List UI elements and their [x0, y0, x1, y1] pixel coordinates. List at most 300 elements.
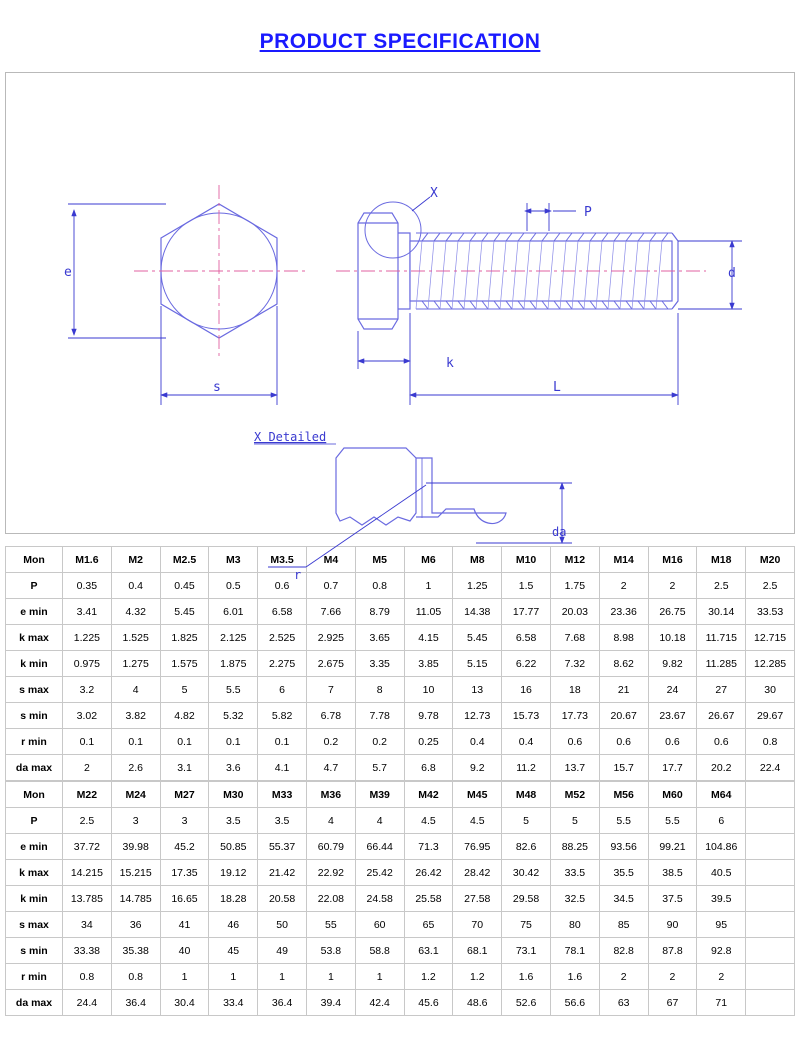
cell: 75: [502, 912, 551, 938]
cell: 37.72: [63, 834, 112, 860]
cell: 5.5: [599, 808, 648, 834]
cell: 55: [306, 912, 355, 938]
cell: 0.1: [160, 729, 209, 755]
cell: 34.5: [599, 886, 648, 912]
cell: 40.5: [697, 860, 746, 886]
cell: 71.3: [404, 834, 453, 860]
row-label: s max: [6, 912, 63, 938]
cell: 78.1: [550, 938, 599, 964]
cell: 45: [209, 938, 258, 964]
cell: 5: [550, 808, 599, 834]
cell: 85: [599, 912, 648, 938]
cell: 11.05: [404, 599, 453, 625]
cell: 1.2: [453, 964, 502, 990]
col-header-m1-6: M1.6: [63, 547, 112, 573]
cell: 10: [404, 677, 453, 703]
cell: 39.5: [697, 886, 746, 912]
dimension-e: [68, 204, 166, 338]
cell: 11.2: [502, 755, 551, 781]
cell: 63.1: [404, 938, 453, 964]
cell: 40: [160, 938, 209, 964]
cell: 23.67: [648, 703, 697, 729]
table-row: [6, 625, 795, 651]
table-row: [6, 808, 795, 834]
cell: 2: [648, 964, 697, 990]
cell: 0.1: [258, 729, 307, 755]
cell: 0.6: [697, 729, 746, 755]
cell: 3.82: [111, 703, 160, 729]
table-row: [6, 938, 795, 964]
cell: 4: [111, 677, 160, 703]
col-header-m5: M5: [355, 547, 404, 573]
x-leader-line: [412, 197, 430, 211]
cell: 5.15: [453, 651, 502, 677]
cell: 22.92: [306, 860, 355, 886]
cell: 2.5: [697, 573, 746, 599]
cell: 1.5: [502, 573, 551, 599]
col-header-m12: M12: [550, 547, 599, 573]
cell: 20.03: [550, 599, 599, 625]
col-header-m16: M16: [648, 547, 697, 573]
cell: 30.14: [697, 599, 746, 625]
cell: 38.5: [648, 860, 697, 886]
cell: 4.5: [453, 808, 502, 834]
table-row: [6, 599, 795, 625]
cell: 27: [697, 677, 746, 703]
cell: 33.53: [746, 599, 795, 625]
cell: 30: [746, 677, 795, 703]
cell: 0.1: [111, 729, 160, 755]
cell: 93.56: [599, 834, 648, 860]
cell: 24: [648, 677, 697, 703]
cell: 3.6: [209, 755, 258, 781]
cell: 25.42: [355, 860, 404, 886]
cell: 0.2: [355, 729, 404, 755]
cell: 58.8: [355, 938, 404, 964]
cell: 1: [404, 573, 453, 599]
cell: [746, 860, 795, 886]
cell: [746, 886, 795, 912]
cell: 13.785: [63, 886, 112, 912]
cell: 0.6: [599, 729, 648, 755]
cell: 7.66: [306, 599, 355, 625]
table-row: [6, 677, 795, 703]
cell: 70: [453, 912, 502, 938]
cell: 21: [599, 677, 648, 703]
cell: 1.2: [404, 964, 453, 990]
table-row: [6, 886, 795, 912]
cell: 48.6: [453, 990, 502, 1016]
cell: 87.8: [648, 938, 697, 964]
spec-table-metric-large: [5, 781, 795, 1016]
cell: 8.98: [599, 625, 648, 651]
cell: 7: [306, 677, 355, 703]
cell: 39.98: [111, 834, 160, 860]
x-detail-geometry: [336, 448, 506, 525]
cell: 4.32: [111, 599, 160, 625]
cell: 71: [697, 990, 746, 1016]
cell: 36.4: [258, 990, 307, 1016]
row-label: k min: [6, 886, 63, 912]
row-label: k max: [6, 625, 63, 651]
cell: 14.785: [111, 886, 160, 912]
table-header-row: [6, 782, 795, 808]
row-label: r min: [6, 729, 63, 755]
cell: 45.6: [404, 990, 453, 1016]
table-row: [6, 912, 795, 938]
cell: 46: [209, 912, 258, 938]
cell: [746, 964, 795, 990]
cell: 18.28: [209, 886, 258, 912]
cell: 3.5: [209, 808, 258, 834]
table-row: [6, 860, 795, 886]
cell: 0.1: [63, 729, 112, 755]
cell: 80: [550, 912, 599, 938]
cell: 1.875: [209, 651, 258, 677]
cell: 0.4: [111, 573, 160, 599]
cell: [746, 808, 795, 834]
cell: [746, 938, 795, 964]
cell: 30.42: [502, 860, 551, 886]
cell: 73.1: [502, 938, 551, 964]
cell: 7.32: [550, 651, 599, 677]
cell: 12.715: [746, 625, 795, 651]
cell: 33.5: [550, 860, 599, 886]
cell: 29.58: [502, 886, 551, 912]
cell: 2: [63, 755, 112, 781]
cell: 0.35: [63, 573, 112, 599]
cell: 41: [160, 912, 209, 938]
table-row: [6, 703, 795, 729]
cell: 0.7: [306, 573, 355, 599]
table-row: [6, 834, 795, 860]
cell: 39.4: [306, 990, 355, 1016]
col-header-m33: M33: [258, 782, 307, 808]
cell: 8: [355, 677, 404, 703]
cell: 45.2: [160, 834, 209, 860]
spec-tables: [0, 546, 800, 1016]
cell: 14.38: [453, 599, 502, 625]
cell: 0.45: [160, 573, 209, 599]
cell: 7.78: [355, 703, 404, 729]
row-label: k max: [6, 860, 63, 886]
cell: 5.7: [355, 755, 404, 781]
cell: 1.6: [502, 964, 551, 990]
cell: 2.925: [306, 625, 355, 651]
cell: 0.8: [746, 729, 795, 755]
cell: 0.975: [63, 651, 112, 677]
cell: 56.6: [550, 990, 599, 1016]
cell: 9.2: [453, 755, 502, 781]
col-header-m6: M6: [404, 547, 453, 573]
cell: 0.8: [355, 573, 404, 599]
cell: 6: [258, 677, 307, 703]
col-header-m27: M27: [160, 782, 209, 808]
cell: 5: [502, 808, 551, 834]
cell: 25.58: [404, 886, 453, 912]
cell: 2.5: [63, 808, 112, 834]
label-x: X: [430, 186, 438, 201]
cell: 4: [355, 808, 404, 834]
table-row: [6, 964, 795, 990]
cell: 2.125: [209, 625, 258, 651]
cell: 65: [404, 912, 453, 938]
row-label: P: [6, 573, 63, 599]
col-header-m3: M3: [209, 547, 258, 573]
cell: 2.6: [111, 755, 160, 781]
cell: 3: [160, 808, 209, 834]
col-header-mon: Mon: [6, 547, 63, 573]
cell: 12.73: [453, 703, 502, 729]
cell: 15.7: [599, 755, 648, 781]
col-header-m45: M45: [453, 782, 502, 808]
cell: 5.45: [160, 599, 209, 625]
cell: 22.08: [306, 886, 355, 912]
spec-table-metric-small: [5, 546, 795, 781]
cell: 29.67: [746, 703, 795, 729]
cell: 92.8: [697, 938, 746, 964]
cell: 7.68: [550, 625, 599, 651]
cell: 26.75: [648, 599, 697, 625]
cell: 88.25: [550, 834, 599, 860]
cell: 0.8: [63, 964, 112, 990]
cell: 34: [63, 912, 112, 938]
cell: 55.37: [258, 834, 307, 860]
cell: 76.95: [453, 834, 502, 860]
col-header-m39: M39: [355, 782, 404, 808]
cell: 6.8: [404, 755, 453, 781]
cell: 10.18: [648, 625, 697, 651]
cell: 3.35: [355, 651, 404, 677]
cell: 9.78: [404, 703, 453, 729]
cell: 0.6: [258, 573, 307, 599]
cell: 1: [209, 964, 258, 990]
col-header-mon: Mon: [6, 782, 63, 808]
cell: 16: [502, 677, 551, 703]
cell: 26.67: [697, 703, 746, 729]
cell: 2: [648, 573, 697, 599]
cell: 28.42: [453, 860, 502, 886]
bolt-side-view: [358, 202, 678, 329]
label-x-detailed: X Detailed: [254, 430, 327, 444]
cell: 1: [306, 964, 355, 990]
label-d: d: [728, 266, 736, 281]
cell: 1.575: [160, 651, 209, 677]
col-header-m3-5: M3.5: [258, 547, 307, 573]
row-label: s min: [6, 938, 63, 964]
cell: 3.65: [355, 625, 404, 651]
col-header-m4: M4: [306, 547, 355, 573]
cell: 6.58: [502, 625, 551, 651]
row-label: s min: [6, 703, 63, 729]
cell: 50: [258, 912, 307, 938]
cell: 4.15: [404, 625, 453, 651]
cell: 33.4: [209, 990, 258, 1016]
cell: 5.45: [453, 625, 502, 651]
col-header-m48: M48: [502, 782, 551, 808]
cell: 13.7: [550, 755, 599, 781]
col-header-m22: M22: [63, 782, 112, 808]
row-label: da max: [6, 990, 63, 1016]
cell: 0.25: [404, 729, 453, 755]
cell: 15.73: [502, 703, 551, 729]
cell: 6.22: [502, 651, 551, 677]
cell: [746, 912, 795, 938]
cell: 22.4: [746, 755, 795, 781]
cell: 4.82: [160, 703, 209, 729]
table-row: [6, 729, 795, 755]
cell: 5: [160, 677, 209, 703]
cell: 6.01: [209, 599, 258, 625]
cell: 26.42: [404, 860, 453, 886]
cell: 49: [258, 938, 307, 964]
row-label: e min: [6, 834, 63, 860]
label-e: e: [64, 265, 72, 280]
table-header-row: [6, 547, 795, 573]
row-label: e min: [6, 599, 63, 625]
cell: 3.1: [160, 755, 209, 781]
cell: 3.85: [404, 651, 453, 677]
col-header-empty: [746, 782, 795, 808]
cell: 2: [697, 964, 746, 990]
col-header-m64: M64: [697, 782, 746, 808]
cell: 0.6: [550, 729, 599, 755]
col-header-m8: M8: [453, 547, 502, 573]
cell: 35.5: [599, 860, 648, 886]
cell: 1: [160, 964, 209, 990]
col-header-m2-5: M2.5: [160, 547, 209, 573]
cell: 3.5: [258, 808, 307, 834]
cell: 60.79: [306, 834, 355, 860]
cell: 3.41: [63, 599, 112, 625]
cell: 4.7: [306, 755, 355, 781]
cell: 3: [111, 808, 160, 834]
col-header-m30: M30: [209, 782, 258, 808]
table-row: [6, 755, 795, 781]
cell: 3.2: [63, 677, 112, 703]
page-title: PRODUCT SPECIFICATION: [259, 30, 541, 53]
table-row: [6, 651, 795, 677]
cell: 0.4: [502, 729, 551, 755]
col-header-m2: M2: [111, 547, 160, 573]
cell: 104.86: [697, 834, 746, 860]
cell: 11.285: [697, 651, 746, 677]
cell: 17.35: [160, 860, 209, 886]
cell: 30.4: [160, 990, 209, 1016]
cell: 95: [697, 912, 746, 938]
cell: 24.58: [355, 886, 404, 912]
cell: 90: [648, 912, 697, 938]
cell: 82.6: [502, 834, 551, 860]
col-header-m24: M24: [111, 782, 160, 808]
cell: 20.2: [697, 755, 746, 781]
cell: 1.825: [160, 625, 209, 651]
cell: [746, 990, 795, 1016]
cell: 50.85: [209, 834, 258, 860]
col-header-m14: M14: [599, 547, 648, 573]
row-label: s max: [6, 677, 63, 703]
cell: 24.4: [63, 990, 112, 1016]
cell: 14.215: [63, 860, 112, 886]
cell: 2.675: [306, 651, 355, 677]
cell: 27.58: [453, 886, 502, 912]
cell: 66.44: [355, 834, 404, 860]
cell: 5.32: [209, 703, 258, 729]
cell: 1: [355, 964, 404, 990]
cell: 82.8: [599, 938, 648, 964]
cell: 5.82: [258, 703, 307, 729]
cell: 4.1: [258, 755, 307, 781]
cell: 60: [355, 912, 404, 938]
cell: 18: [550, 677, 599, 703]
cell: 2: [599, 964, 648, 990]
cell: 1.6: [550, 964, 599, 990]
label-da: da: [552, 525, 567, 539]
col-header-m10: M10: [502, 547, 551, 573]
cell: 36.4: [111, 990, 160, 1016]
table-row: [6, 990, 795, 1016]
cell: 5.5: [648, 808, 697, 834]
cell: 2.275: [258, 651, 307, 677]
cell: 15.215: [111, 860, 160, 886]
table-row: [6, 573, 795, 599]
cell: 16.65: [160, 886, 209, 912]
row-label: k min: [6, 651, 63, 677]
cell: 37.5: [648, 886, 697, 912]
cell: 13: [453, 677, 502, 703]
cell: 4: [306, 808, 355, 834]
cell: 23.36: [599, 599, 648, 625]
cell: 2: [599, 573, 648, 599]
cell: 5.5: [209, 677, 258, 703]
cell: 0.6: [648, 729, 697, 755]
cell: 1: [258, 964, 307, 990]
cell: 4.5: [404, 808, 453, 834]
dimension-p: [525, 203, 576, 231]
col-header-m56: M56: [599, 782, 648, 808]
cell: 12.285: [746, 651, 795, 677]
cell: 33.38: [63, 938, 112, 964]
cell: 99.21: [648, 834, 697, 860]
cell: 1.525: [111, 625, 160, 651]
row-label: da max: [6, 755, 63, 781]
cell: 20.58: [258, 886, 307, 912]
cell: 0.1: [209, 729, 258, 755]
cell: 8.79: [355, 599, 404, 625]
cell: 52.6: [502, 990, 551, 1016]
cell: 42.4: [355, 990, 404, 1016]
cell: 8.62: [599, 651, 648, 677]
cell: 35.38: [111, 938, 160, 964]
col-header-m42: M42: [404, 782, 453, 808]
cell: 2.525: [258, 625, 307, 651]
cell: 19.12: [209, 860, 258, 886]
cell: 17.73: [550, 703, 599, 729]
cell: 53.8: [306, 938, 355, 964]
cell: 63: [599, 990, 648, 1016]
cell: 2.5: [746, 573, 795, 599]
col-header-m18: M18: [697, 547, 746, 573]
row-label: r min: [6, 964, 63, 990]
cell: 68.1: [453, 938, 502, 964]
cell: 0.5: [209, 573, 258, 599]
cell: 1.275: [111, 651, 160, 677]
cell: 1.75: [550, 573, 599, 599]
cell: 0.8: [111, 964, 160, 990]
cell: 1.25: [453, 573, 502, 599]
cell: 20.67: [599, 703, 648, 729]
cell: 11.715: [697, 625, 746, 651]
